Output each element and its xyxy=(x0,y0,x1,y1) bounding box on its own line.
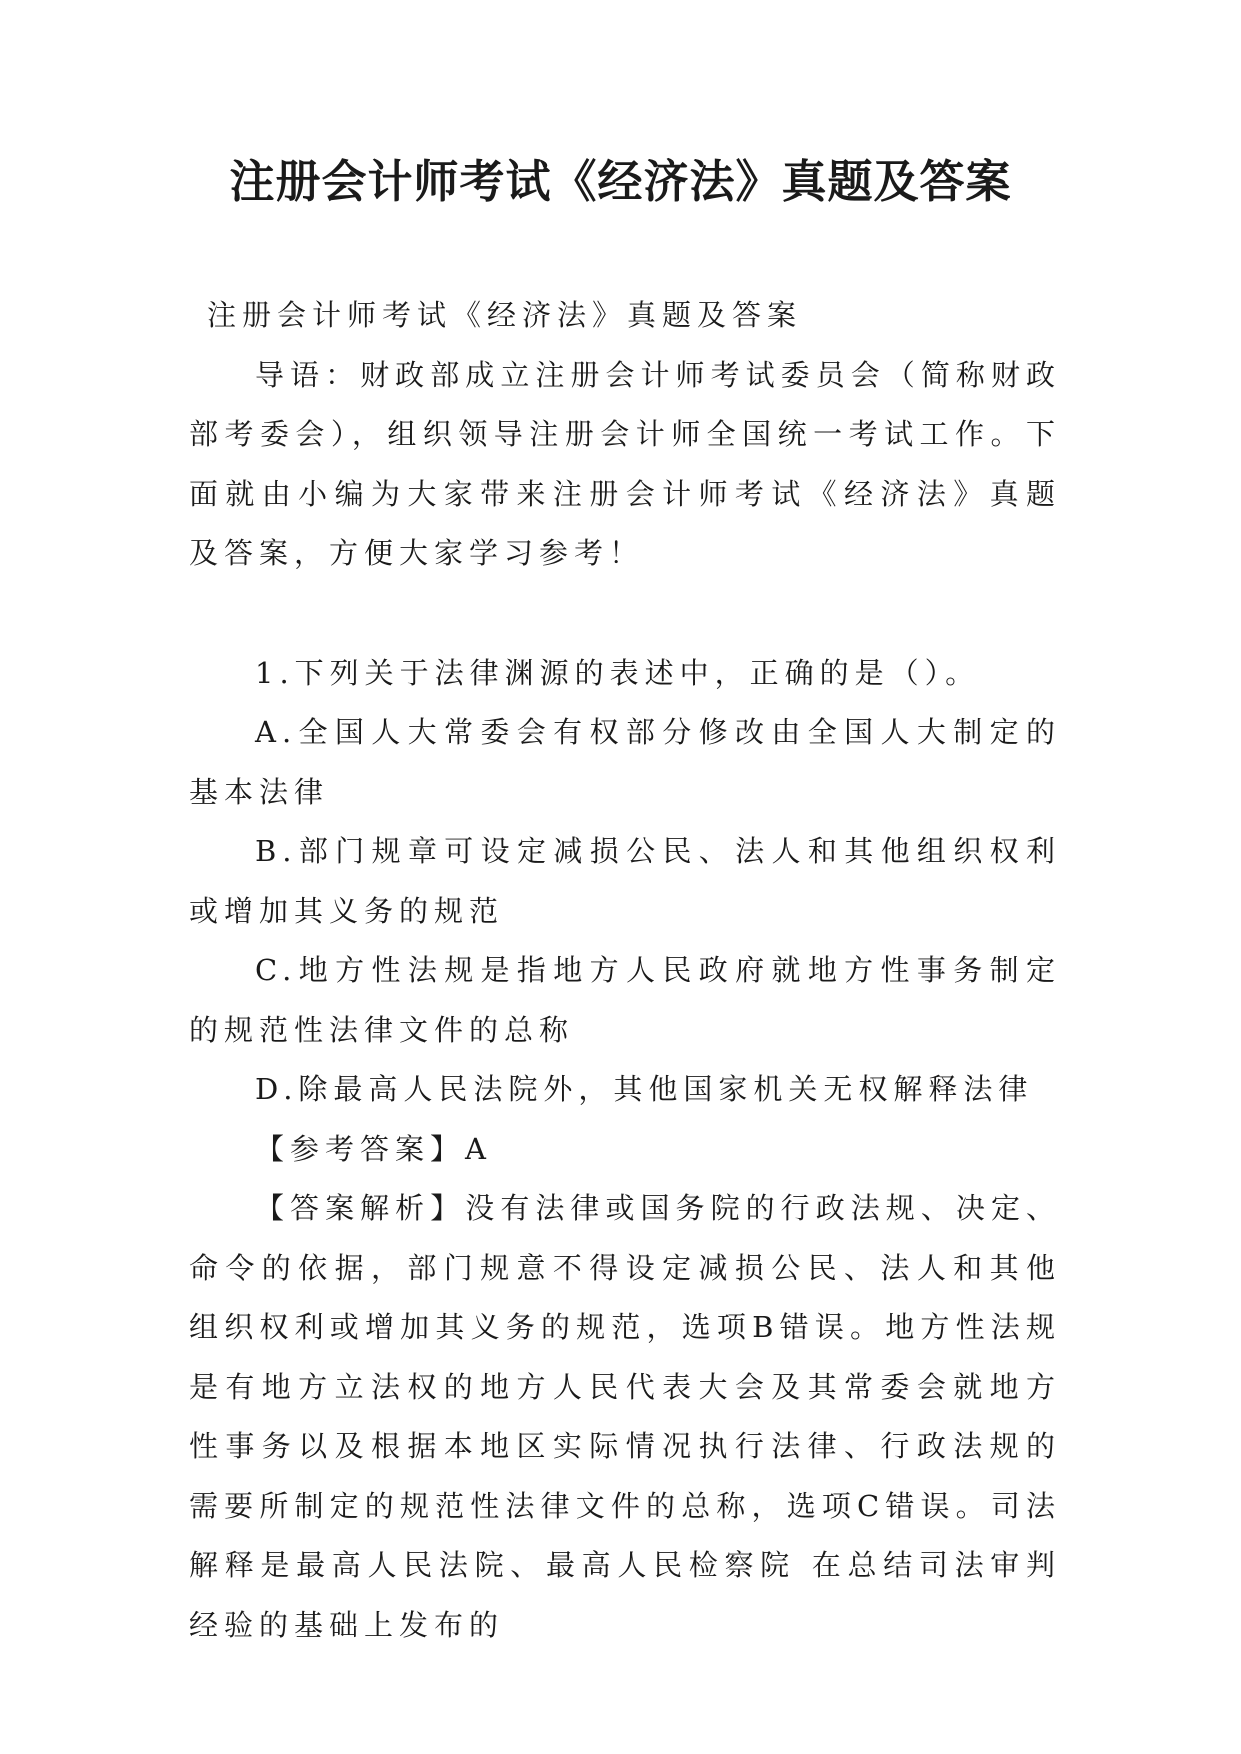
document-subtitle: 注册会计师考试《经济法》真题及答案 xyxy=(207,298,803,332)
question-1-option-d: D.除最高人民法院外，其他国家机关无权解释法律 xyxy=(255,1072,1034,1106)
document-title: 注册会计师考试《经济法》真题及答案 xyxy=(229,155,1012,208)
question-1-option-c: C.地方性法规是指地方人民政府就地方性事务制定的规范性法律文件的总称 xyxy=(189,953,1061,1047)
intro-paragraph: 导语：财政部成立注册会计师考试委员会（简称财政部考委会），组织领导注册会计师全国统一考试工作。下面就由小编为大家带来注册会计师考试《经济法》真题及答案，方便大家学习参考！ xyxy=(189,357,1061,570)
question-1-analysis: 【答案解析】没有法律或国务院的行政法规、决定、命令的依据，部门规意不得设定减损公民、法人和其他组织权利或增加其义务的规范，选项B错误。地方性法规是有地方立法权的地方人民代表大会及其常委会就地方性事务以及根据本地区实际情况执行法律、行政法规的需要所制定的规范性法律文件的总称，选项C错误。司法解释是最高人民法院、最高人民检察院 在总结司法审判经验的基础上发布的 xyxy=(189,1191,1061,1642)
question-1-option-a: A.全国人大常委会有权部分修改由全国人大制定的基本法律 xyxy=(189,715,1061,809)
question-1-option-b: B.部门规章可设定减损公民、法人和其他组织权利或增加其义务的规范 xyxy=(189,834,1061,928)
question-1-stem: 1.下列关于法律渊源的表述中，正确的是（）。 xyxy=(255,655,981,690)
paragraph-spacer xyxy=(189,584,1061,644)
question-1-answer: 【参考答案】A xyxy=(255,1131,492,1166)
document-body xyxy=(189,286,1061,1655)
